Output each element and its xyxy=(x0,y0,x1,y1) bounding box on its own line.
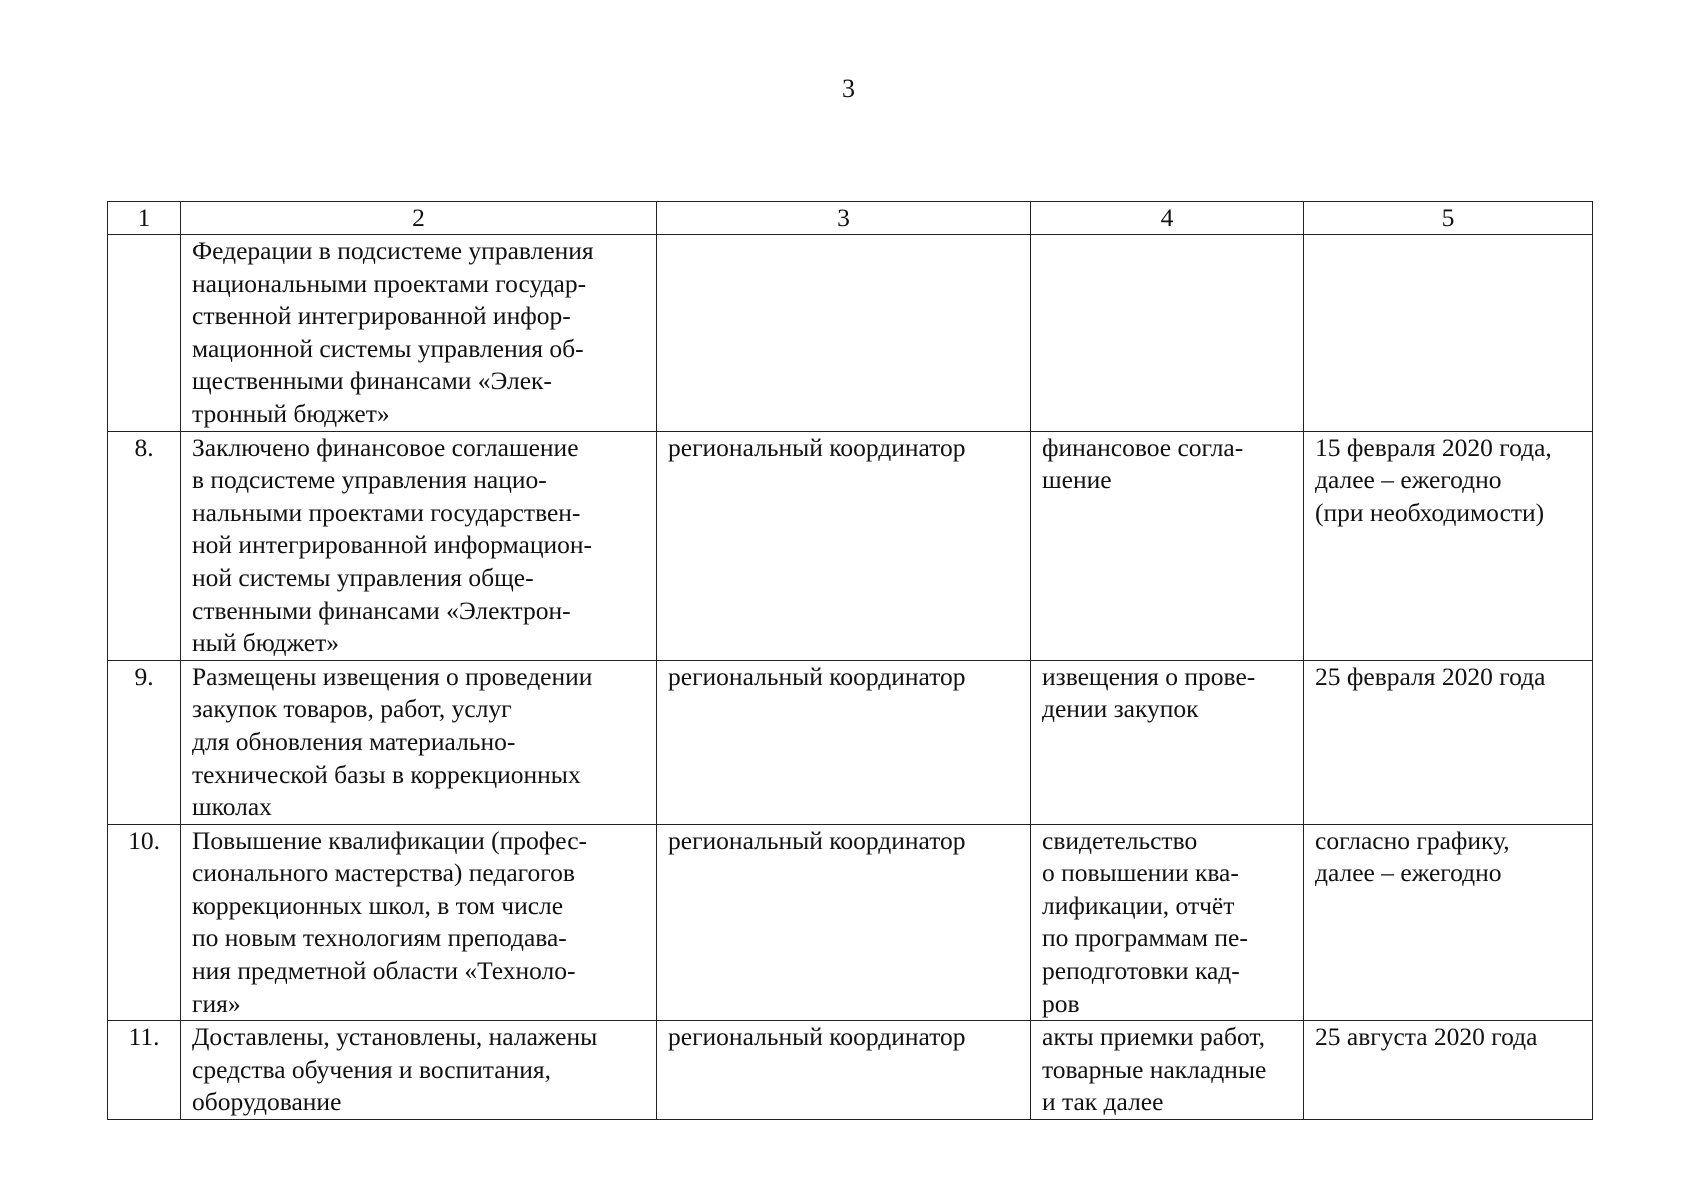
result-cell: извещения о прове- дении закупок xyxy=(1031,660,1304,824)
deadline-cell xyxy=(1304,235,1593,432)
row-number: 11. xyxy=(108,1021,181,1120)
result-cell: свидетельство о повышении ква- лификации, отчёт по программам пе- реподготовки кад- ров xyxy=(1031,824,1304,1021)
column-header: 5 xyxy=(1304,202,1593,235)
responsible-cell: региональный координатор xyxy=(657,1021,1031,1120)
table-row xyxy=(108,235,1593,432)
deadline-cell: согласно графику, далее – ежегодно xyxy=(1304,824,1593,1021)
result-cell: финансовое согла- шение xyxy=(1031,431,1304,660)
responsible-cell xyxy=(657,235,1031,432)
deadline-cell: 15 февраля 2020 года, далее – ежегодно (при необходимости) xyxy=(1304,431,1593,660)
row-number: 8. xyxy=(108,431,181,660)
row-number xyxy=(108,235,181,432)
event-cell: Повышение квалификации (профес- сионального мастерства) педагогов коррекционных школ, в том числе по новым технологиям преподава- ния предметной области «Техноло- гия» xyxy=(181,824,657,1021)
row-number: 10. xyxy=(108,824,181,1021)
responsible-cell: региональный координатор xyxy=(657,431,1031,660)
result-cell: акты приемки работ, товарные накладные и так далее xyxy=(1031,1021,1304,1120)
column-header: 1 xyxy=(108,202,181,235)
table-row xyxy=(108,431,1593,660)
table-row xyxy=(108,824,1593,1021)
page-number: 3 xyxy=(842,74,855,103)
row-number: 9. xyxy=(108,660,181,824)
deadline-cell: 25 февраля 2020 года xyxy=(1304,660,1593,824)
result-cell xyxy=(1031,235,1304,432)
column-header: 3 xyxy=(657,202,1031,235)
table-row xyxy=(108,660,1593,824)
column-header: 2 xyxy=(181,202,657,235)
responsible-cell: региональный координатор xyxy=(657,824,1031,1021)
responsible-cell: региональный координатор xyxy=(657,660,1031,824)
event-cell: Федерации в подсистеме управления национальными проектами государ- ственной интегрированной инфор- мационной системы управления об- щественными финансами «Элек- тронный бюджет» xyxy=(181,235,657,432)
plan-table xyxy=(107,201,1593,1120)
column-header: 4 xyxy=(1031,202,1304,235)
deadline-cell: 25 августа 2020 года xyxy=(1304,1021,1593,1120)
event-cell: Заключено финансовое соглашение в подсистеме управления нацио- нальными проектами государствен- ной интегрированной информацион- ной системы управления обще- ственными финансами «Электрон- ный бюджет» xyxy=(181,431,657,660)
event-cell: Размещены извещения о проведении закупок товаров, работ, услуг для обновления материально- технической базы в коррекционных школах xyxy=(181,660,657,824)
table-row xyxy=(108,1021,1593,1120)
event-cell: Доставлены, установлены, налажены средства обучения и воспитания, оборудование xyxy=(181,1021,657,1120)
table-header-row xyxy=(108,202,1593,235)
